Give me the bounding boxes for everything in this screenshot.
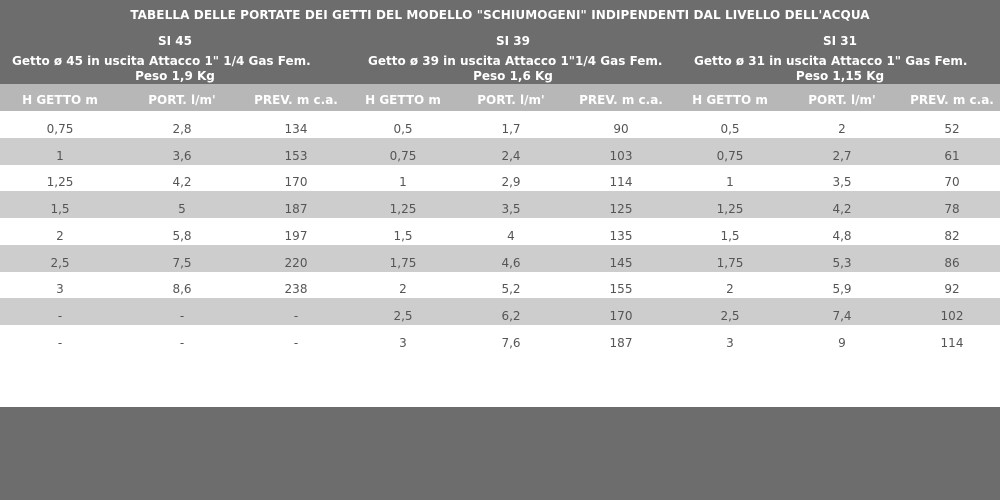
table-body (0, 111, 1000, 407)
table-cell: 90 (613, 122, 629, 136)
table-cell: 1,75 (716, 255, 744, 270)
table-cell: 4 (507, 228, 515, 243)
model-description: Getto ø 39 in uscita Attacco 1"1/4 Gas Fem. (368, 54, 663, 68)
table-cell: - (57, 335, 63, 350)
table-cell: 7,5 (172, 255, 192, 270)
table-cell: 1 (56, 148, 64, 163)
table-cell: 78 (944, 202, 960, 217)
table-cell: 3,5 (501, 202, 521, 217)
table-cell: 2 (838, 122, 846, 136)
model-description: Getto ø 45 in uscita Attacco 1" 1/4 Gas Fem. (12, 54, 311, 68)
table-cell: 1,5 (720, 228, 740, 243)
table-cell: 92 (944, 282, 960, 297)
model-weight: Peso 1,15 Kg (795, 69, 885, 83)
table-cell: 9 (838, 335, 846, 350)
table-cell: 6,2 (501, 308, 521, 323)
table-cell: 2,5 (50, 255, 70, 270)
table-cell: 2,9 (501, 175, 521, 190)
column-header: PORT. l/m' (808, 93, 876, 107)
table-cell: 70 (944, 175, 960, 190)
column-header: PREV. m c.a. (579, 93, 663, 107)
table-cell: 2 (399, 282, 407, 297)
table-cell: 7,4 (832, 308, 852, 323)
table-cell: 153 (284, 148, 308, 163)
table-cell: 170 (284, 175, 308, 190)
table-cell: 86 (944, 255, 960, 270)
table-cell: 1,5 (393, 228, 413, 243)
table-cell: 1 (726, 175, 734, 190)
table-row (0, 111, 1000, 138)
column-header: PORT. l/m' (477, 93, 545, 107)
table-cell: 3 (56, 282, 64, 297)
table-cell: 102 (940, 308, 964, 323)
table-cell: 135 (609, 228, 633, 243)
table-cell: - (179, 335, 185, 350)
table-cell: 0,5 (393, 122, 413, 136)
table-cell: 2,8 (172, 122, 192, 136)
table-cell: 187 (609, 335, 633, 350)
table-cell: 2,4 (501, 148, 521, 163)
table-cell: 2,5 (393, 308, 413, 323)
table-cell: 2 (56, 228, 64, 243)
model-description: Getto ø 31 in uscita Attacco 1" Gas Fem. (694, 54, 968, 68)
table-cell: 3,5 (832, 175, 852, 190)
table-cell: 0,5 (720, 122, 740, 136)
table-cell: 8,6 (172, 282, 192, 297)
table-cell: 5,3 (832, 255, 852, 270)
table-cell: 238 (284, 282, 308, 297)
table-title: TABELLA DELLE PORTATE DEI GETTI DEL MODELLO "SCHIUMOGENI" INDIPENDENTI DAL LIVELLO DELL'ACQUA (130, 8, 870, 22)
column-header: PORT. l/m' (148, 93, 216, 107)
table-cell: - (57, 308, 63, 323)
model-weight: Peso 1,6 Kg (473, 69, 553, 83)
column-header: PREV. m c.a. (910, 93, 994, 107)
table-cell: 134 (284, 122, 308, 136)
table-row (0, 271, 1000, 298)
column-header-row (0, 84, 1000, 111)
table-cell: 0,75 (389, 148, 417, 163)
table-cell: 114 (940, 335, 964, 350)
table-cell: 2,7 (832, 148, 852, 163)
model-weight: Peso 1,9 Kg (135, 69, 215, 83)
table-cell: 220 (284, 255, 308, 270)
table-cell: 197 (284, 228, 308, 243)
table-cell: 1,25 (389, 202, 417, 217)
column-header: H GETTO m (22, 93, 98, 107)
table-cell: 155 (609, 282, 633, 297)
table-cell: 7,6 (501, 335, 521, 350)
table-cell: 3 (399, 335, 407, 350)
column-header: H GETTO m (365, 93, 441, 107)
table-cell: 5,9 (832, 282, 852, 297)
table-header (0, 0, 1000, 84)
table-cell: 4,8 (832, 228, 852, 243)
table-cell: 0,75 (716, 148, 744, 163)
table-cell: 1,75 (389, 255, 417, 270)
table-cell: 187 (284, 202, 308, 217)
table-cell: 170 (609, 308, 633, 323)
column-header: PREV. m c.a. (254, 93, 338, 107)
table-cell: 61 (944, 148, 960, 163)
table-cell: 4,6 (501, 255, 521, 270)
model-name: SI 31 (823, 34, 857, 48)
column-header: H GETTO m (692, 93, 768, 107)
table-cell: - (179, 308, 185, 323)
table-cell: 3 (726, 335, 734, 350)
table-row (0, 191, 1000, 218)
table-cell: 0,75 (46, 122, 74, 136)
table-cell: 4,2 (172, 175, 192, 190)
model-name: SI 45 (158, 34, 192, 48)
table-cell: 2,5 (720, 308, 740, 323)
table-cell: 114 (609, 175, 633, 190)
table-row (0, 245, 1000, 272)
table-cell: 5,2 (501, 282, 521, 297)
model-name: SI 39 (496, 34, 530, 48)
table-cell: 1,7 (501, 122, 521, 136)
table-cell: - (293, 335, 299, 350)
table-cell: 1,5 (50, 202, 70, 217)
table-row (0, 298, 1000, 325)
table-cell: 52 (944, 122, 960, 136)
table-row (0, 218, 1000, 245)
table-cell: 5,8 (172, 228, 192, 243)
table-cell: 3,6 (172, 148, 192, 163)
table-row (0, 325, 1000, 352)
table-cell: 145 (609, 255, 633, 270)
table-cell: 2 (726, 282, 734, 297)
table-cell: 103 (609, 148, 633, 163)
table-cell: - (293, 308, 299, 323)
table-cell: 1,25 (46, 175, 74, 190)
table-cell: 1 (399, 175, 407, 190)
table-cell: 125 (609, 202, 633, 217)
table-cell: 82 (944, 228, 960, 243)
table-cell: 1,25 (716, 202, 744, 217)
table-row (0, 138, 1000, 165)
table-row (0, 164, 1000, 191)
table-cell: 5 (178, 202, 186, 217)
table-cell: 4,2 (832, 202, 852, 217)
